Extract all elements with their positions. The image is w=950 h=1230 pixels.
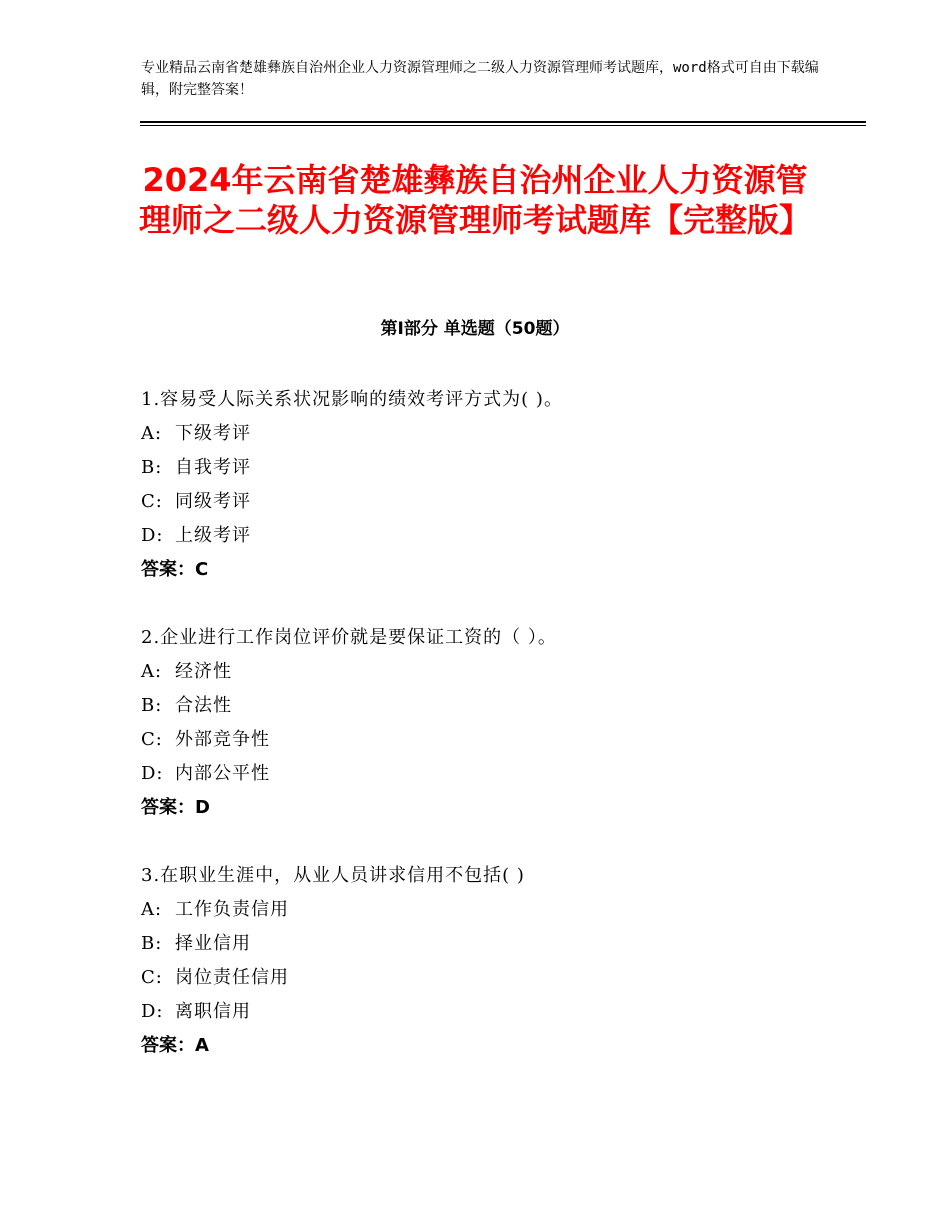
question-stem: 3.在职业生涯中，从业人员讲求信用不包括( ) (141, 865, 525, 886)
option-text: 同级考评 (175, 491, 251, 512)
option-text: 内部公平性 (175, 763, 270, 784)
answer-line: 答案：C (141, 559, 209, 580)
section-title: 第Ⅰ部分 单选题（50题） (380, 319, 570, 339)
option-letter: C: (141, 491, 163, 512)
header-note: 专业精品云南省楚雄彝族自治州企业人力资源管理师之二级人力资源管理师考试题库，word格式可自由下载编辑，附完整答案！ (141, 60, 819, 98)
option-text: 自我考评 (175, 457, 251, 478)
option-a (141, 655, 831, 689)
question-stem: 1.容易受人际关系状况影响的绩效考评方式为( )。 (141, 389, 563, 410)
question-stem: 2.企业进行工作岗位评价就是要保证工资的（ ）。 (141, 627, 557, 648)
option-a (141, 893, 831, 927)
header-divider-thick (140, 121, 866, 123)
option-letter: C: (141, 967, 163, 988)
option-text: 上级考评 (175, 525, 251, 546)
answer-line: 答案：D (141, 797, 210, 818)
option-b (141, 451, 831, 485)
question-1 (141, 383, 831, 587)
option-text: 外部竞争性 (175, 729, 270, 750)
option-text: 工作负责信用 (175, 899, 289, 920)
option-c (141, 961, 831, 995)
option-c (141, 723, 831, 757)
option-letter: B: (141, 695, 163, 716)
option-d (141, 757, 831, 791)
option-letter: C: (141, 729, 163, 750)
question-2 (141, 621, 831, 825)
option-letter: A: (141, 423, 163, 444)
option-text: 岗位责任信用 (175, 967, 289, 988)
option-a (141, 417, 831, 451)
option-text: 经济性 (175, 661, 232, 682)
option-letter: A: (141, 661, 163, 682)
option-text: 下级考评 (175, 423, 251, 444)
option-b (141, 689, 831, 723)
option-text: 离职信用 (175, 1001, 251, 1022)
answer-line: 答案：A (141, 1035, 209, 1056)
option-letter: A: (141, 899, 163, 920)
question-3 (141, 859, 831, 1063)
option-d (141, 995, 831, 1029)
option-text: 合法性 (175, 695, 232, 716)
question-list (141, 383, 831, 1097)
option-c (141, 485, 831, 519)
option-text: 择业信用 (175, 933, 251, 954)
document-title: 2024年云南省楚雄彝族自治州企业人力资源管理师之二级人力资源管理师考试题库【完整版】 (138, 161, 811, 239)
option-b (141, 927, 831, 961)
option-letter: D: (141, 1001, 164, 1022)
option-d (141, 519, 831, 553)
option-letter: D: (141, 525, 164, 546)
header-divider-thin (140, 125, 866, 126)
option-letter: B: (141, 457, 163, 478)
option-letter: D: (141, 763, 164, 784)
option-letter: B: (141, 933, 163, 954)
